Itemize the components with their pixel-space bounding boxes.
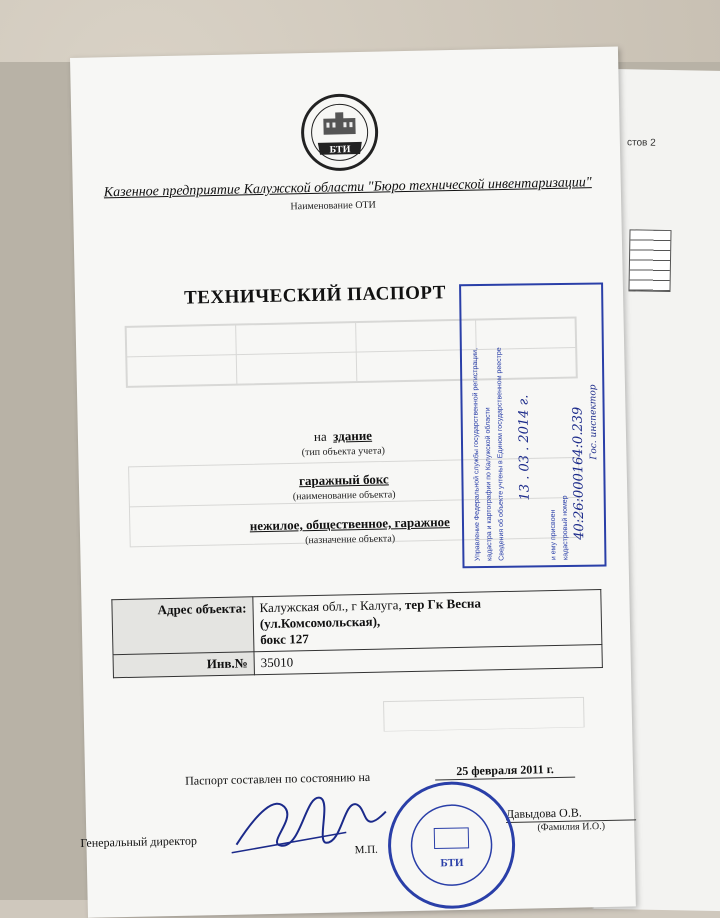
address-line1: Калужская обл., г Калуга, [259,597,402,616]
object-name-caption: (наименование объекта) [292,489,396,503]
bti-logo-icon [299,92,381,174]
object-type-line [218,426,468,447]
address-table [111,589,603,678]
object-purpose-caption: (назначение объекта) [305,533,396,547]
stamp-handwritten-number: 40:26:000164:0.239 [570,406,588,540]
object-type-caption: (тип объекта учета) [301,445,386,459]
inventory-value: 35010 [254,644,602,674]
object-purpose-line [200,513,500,535]
stamp-line-1: Управление Федеральной службы государственной регистрации, [471,347,482,562]
address-line1-bold: тер Гк Весна (ул.Комсомольская), [259,595,482,632]
stamp-line-5: кадастровый номер [561,495,570,561]
seal-label: М.П. [354,843,379,857]
round-seal-icon [385,779,518,912]
inventory-label: Инв.№ [113,652,254,678]
registration-stamp [456,279,610,571]
compiled-date: 25 февраля 2011 г. [435,762,575,781]
signature-icon [225,771,397,865]
director-label: Генеральный директор [80,833,198,850]
compiled-label: Паспорт составлен по состоянию на [185,769,371,788]
stamp-handwritten-date: 13 . 03 . 2014 г. [516,394,533,501]
organization-name: Казенное предприятие Калужской области "Бюро технической инвентаризации" [103,175,592,201]
address-label: Адрес объекта: [112,597,254,655]
back-sheet-fragment: стов 2 [626,137,656,149]
stamp-line-4: и ему присвоен [549,509,558,561]
address-value [253,590,602,652]
stamp-line-3: Сведения об объекте учтены в Едином государственном реестре [495,347,506,561]
document-title: ТЕХНИЧЕСКИЙ ПАСПОРТ [183,282,447,309]
object-type-prefix: на [313,428,327,444]
logo-text: БТИ [329,144,351,156]
director-caption: (Фамилия И.О.) [537,820,606,834]
stamp-handwritten-note: Гос. инспектор [588,384,600,460]
technical-passport-page [70,47,636,918]
director-name: Давыдова О.В. [506,804,636,823]
stamp-line-2: кадастра и картографии по Калужской области [484,407,494,561]
seal-text: БТИ [440,856,464,870]
object-type-value: здание [333,427,373,444]
object-purpose-value: нежилое, общественное, гаражное [249,514,451,534]
address-line2: бокс 127 [260,631,309,648]
back-sheet-grid [628,229,671,292]
object-name-value: гаражный бокс [298,471,389,489]
organization-caption: Наименование ОТИ [290,199,376,213]
